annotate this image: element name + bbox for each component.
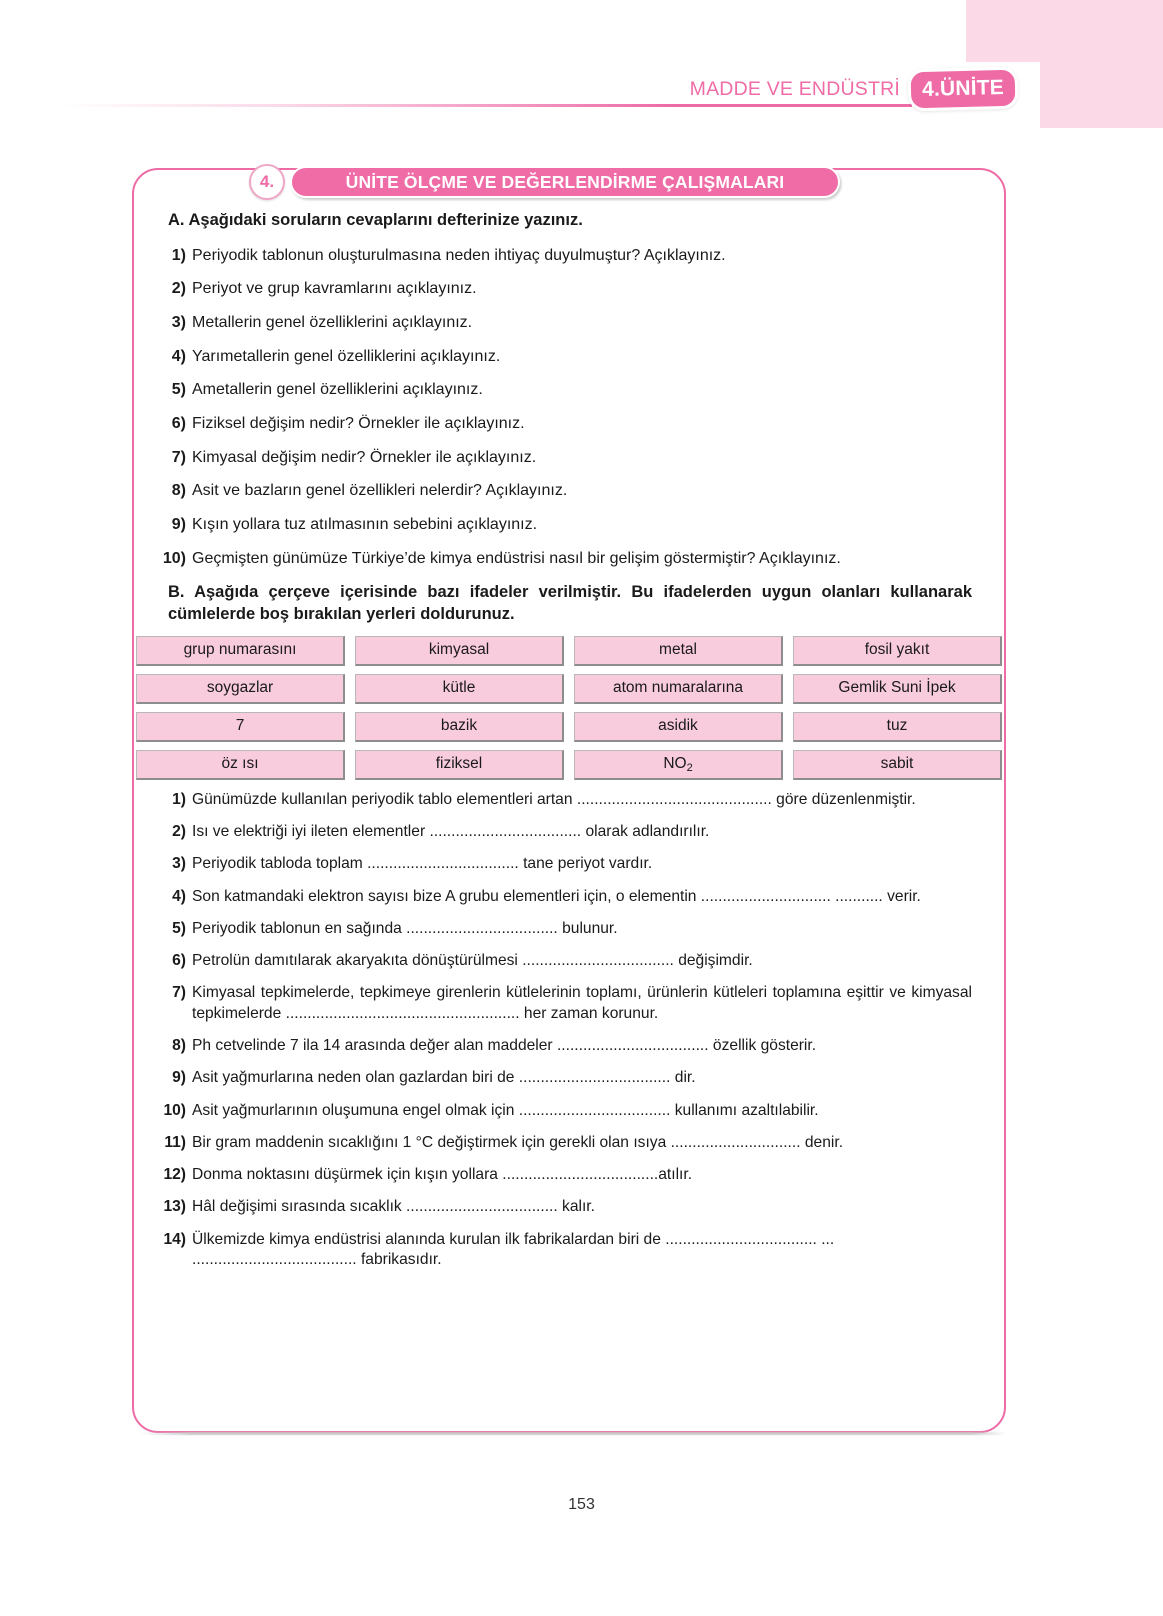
fill-in-blank-row: [132, 1133, 1006, 1153]
question-row: [132, 313, 1006, 333]
word-bank-cell[interactable]: [355, 674, 564, 704]
fill-in-blank-text[interactable]: Kimyasal tepkimelerde, tepkimeye girenlerin kütlelerinin toplamı, ürünlerin kütleleri toplamına eşittir ve kimyasal tepkimelerde ...................................................... her zaman korunur.: [192, 984, 972, 1022]
fill-in-blank-row: [132, 790, 1006, 810]
fill-in-blank-text[interactable]: Isı ve elektriği iyi ileten elementler ................................... olarak adlandırılır.: [192, 823, 710, 841]
fill-in-blank-text[interactable]: Periyodik tablonun en sağında ................................... bulunur.: [192, 919, 618, 937]
word-bank-cell[interactable]: [793, 674, 1002, 704]
question-text: Periyot ve grup kavramlarını açıklayınız.: [192, 280, 477, 298]
question-row: [132, 481, 1006, 501]
fill-in-blank-number: 7): [172, 984, 186, 1002]
word-bank-cell-label: metal: [659, 641, 697, 659]
fill-in-blank-text[interactable]: Bir gram maddenin sıcaklığını 1 °C değiştirmek için gerekli olan ısıya .............................. denir.: [192, 1133, 844, 1151]
fill-in-blank-row: [132, 1230, 1006, 1271]
question-number: 6): [171, 415, 186, 433]
question-row: [132, 279, 1006, 299]
fill-in-blank-number: 12): [163, 1166, 186, 1184]
question-text: Asit ve bazların genel özellikleri nelerdir? Açıklayınız.: [192, 482, 568, 500]
word-bank-cell[interactable]: [355, 636, 564, 666]
question-number: 3): [171, 314, 186, 332]
fill-in-blank-row: [132, 1036, 1006, 1056]
word-bank-cell[interactable]: [574, 750, 783, 780]
word-bank-cell[interactable]: [574, 674, 783, 704]
fill-in-blank-row: [132, 887, 1006, 907]
question-row: [132, 380, 1006, 400]
question-number: 4): [171, 347, 186, 365]
question-row: [132, 414, 1006, 434]
unit-badge-label: 4.ÜNİTE: [921, 76, 1005, 101]
subscript: 2: [686, 761, 693, 774]
word-bank-cell-label: öz ısı: [221, 755, 259, 773]
question-number: 5): [171, 381, 186, 399]
section-title-label: ÜNİTE ÖLÇME VE DEĞERLENDİRME ÇALIŞMALARI: [345, 171, 785, 192]
fill-in-blank-text[interactable]: Son katmandaki elektron sayısı bize A grubu elementleri için, o elementin .............................. ........... verir.: [192, 887, 921, 905]
fill-in-blank-number: 8): [172, 1036, 186, 1054]
section-number-label: 4.: [259, 172, 275, 191]
fill-in-blank-text[interactable]: Petrolün damıtılarak akaryakıta dönüştürülmesi ................................... değişimdir.: [192, 952, 753, 970]
fill-in-blank-number: 13): [163, 1198, 186, 1216]
fill-in-blank-row: [132, 822, 1006, 842]
word-bank-cell-label: fosil yakıt: [864, 641, 930, 659]
page-number: 153: [568, 1496, 595, 1513]
word-bank-cell-label: asidik: [658, 717, 698, 735]
question-number: 9): [171, 516, 186, 534]
question-number: 7): [171, 448, 186, 466]
page-content: [132, 210, 1006, 1282]
section-a-question-list: [132, 246, 1006, 569]
fill-in-blank-number: 5): [172, 919, 186, 937]
word-bank-cell[interactable]: [355, 750, 564, 780]
question-number: 2): [171, 280, 186, 298]
section-b-heading: B. Aşağıda çerçeve içerisinde bazı ifadeler verilmiştir. Bu ifadelerden uygun olanları kullanarak cümlelerde boş bırakılan yerleri doldurunuz.: [168, 583, 972, 624]
fill-in-blank-text[interactable]: Ülkemizde kimya endüstrisi alanında kurulan ilk fabrikalardan biri de ................................... ... ...................................... fabrikasıdır.: [192, 1230, 835, 1268]
fill-in-blank-text[interactable]: Hâl değişimi sırasında sıcaklık ................................... kalır.: [192, 1198, 595, 1216]
fill-in-blank-row: [132, 1197, 1006, 1217]
word-bank-cell-label: tuz: [886, 717, 908, 735]
fill-in-blank-row: [132, 1068, 1006, 1088]
word-bank-cell[interactable]: [136, 750, 345, 780]
question-row: [132, 347, 1006, 367]
fill-in-blank-text[interactable]: Ph cetvelinde 7 ila 14 arasında değer alan maddeler ................................... özellik gösterir.: [192, 1036, 817, 1054]
section-number-badge: [249, 164, 285, 200]
fill-in-blank-text[interactable]: Periyodik tabloda toplam ................................... tane periyot vardır.: [192, 855, 653, 873]
fill-in-blank-number: 9): [172, 1069, 186, 1087]
question-text: Geçmişten günümüze Türkiye’de kimya endüstrisi nasıl bir gelişim göstermiştir? Açıklayınız.: [192, 549, 841, 567]
word-bank-cell[interactable]: [136, 712, 345, 742]
fill-in-blank-number: 3): [172, 855, 186, 873]
question-row: [132, 448, 1006, 468]
header-divider-rule: [60, 104, 912, 107]
question-number: 1): [171, 246, 186, 264]
word-bank-cell-label: 7: [235, 717, 245, 735]
question-text: Yarımetallerin genel özelliklerini açıklayınız.: [192, 347, 501, 365]
word-bank-cell-label: grup numarasını: [183, 641, 297, 659]
section-title-band: [290, 166, 840, 198]
fill-in-blank-number: 6): [172, 952, 186, 970]
word-bank-cell[interactable]: [793, 712, 1002, 742]
question-text: Periyodik tablonun oluşturulmasına neden ihtiyaç duyulmuştur? Açıklayınız.: [192, 246, 726, 264]
word-bank-cell[interactable]: [136, 636, 345, 666]
header-subject-title: MADDE VE ENDÜSTRİ: [689, 78, 900, 100]
question-row: [132, 549, 1006, 569]
word-bank-cell[interactable]: [574, 712, 783, 742]
fill-in-blank-number: 2): [172, 823, 186, 841]
section-a-heading: A. Aşağıdaki soruların cevaplarını defterinize yazınız.: [168, 211, 583, 229]
word-bank-cell[interactable]: [355, 712, 564, 742]
unit-badge: [908, 67, 1019, 112]
frame-bottom-shadow: [140, 1432, 1006, 1435]
word-bank-cell-label: kütle: [442, 679, 476, 697]
question-number: 8): [171, 482, 186, 500]
question-text: Fiziksel değişim nedir? Örnekler ile açıklayınız.: [192, 415, 525, 433]
question-text: Metallerin genel özelliklerini açıklayınız.: [192, 314, 473, 332]
fill-in-blank-text[interactable]: Asit yağmurlarına neden olan gazlardan biri de ................................... dir.: [192, 1069, 696, 1087]
fill-in-blank-row: [132, 919, 1006, 939]
word-bank-cell-label: fiziksel: [435, 755, 483, 773]
section-b-sentence-list: [132, 790, 1006, 1270]
fill-in-blank-row: [132, 983, 1006, 1024]
question-row: [132, 246, 1006, 266]
fill-in-blank-number: 10): [163, 1101, 186, 1119]
fill-in-blank-text[interactable]: Donma noktasını düşürmek için kışın yollara ....................................atılır.: [192, 1166, 693, 1184]
word-bank-cell[interactable]: [574, 636, 783, 666]
question-text: Kimyasal değişim nedir? Örnekler ile açıklayınız.: [192, 448, 537, 466]
fill-in-blank-row: [132, 1101, 1006, 1121]
fill-in-blank-row: [132, 854, 1006, 874]
word-bank-cell-label: atom numaralarına: [612, 679, 744, 697]
word-bank-cell-label: $NO_2$: [663, 754, 693, 774]
word-bank-cell-label: soygazlar: [206, 679, 274, 697]
question-text: Ametallerin genel özelliklerini açıklayınız.: [192, 381, 483, 399]
fill-in-blank-text[interactable]: Asit yağmurlarının oluşumuna engel olmak için ................................... kullanımı azaltılabilir.: [192, 1101, 819, 1119]
question-number: 10): [162, 549, 186, 567]
fill-in-blank-number: 1): [172, 790, 186, 808]
fill-in-blank-number: 11): [164, 1133, 186, 1151]
fill-in-blank-text[interactable]: Günümüzde kullanılan periyodik tablo elementleri artan ............................................. göre düzenlenmiştir.: [192, 790, 916, 808]
fill-in-blank-number: 4): [172, 887, 186, 905]
question-row: [132, 515, 1006, 535]
word-bank-cell[interactable]: [793, 750, 1002, 780]
word-bank-cell[interactable]: [793, 636, 1002, 666]
question-text: Kışın yollara tuz atılmasının sebebini açıklayınız.: [192, 516, 538, 534]
fill-in-blank-number: 14): [163, 1230, 186, 1248]
word-bank-grid: [132, 636, 1006, 780]
word-bank-cell-label: kimyasal: [428, 641, 490, 659]
word-bank-cell-label: Gemlik Suni İpek: [838, 679, 956, 697]
word-bank-cell[interactable]: [136, 674, 345, 704]
fill-in-blank-row: [132, 1165, 1006, 1185]
word-bank-cell-label: sabit: [880, 755, 914, 773]
fill-in-blank-row: [132, 951, 1006, 971]
word-bank-cell-label: bazik: [440, 717, 478, 735]
